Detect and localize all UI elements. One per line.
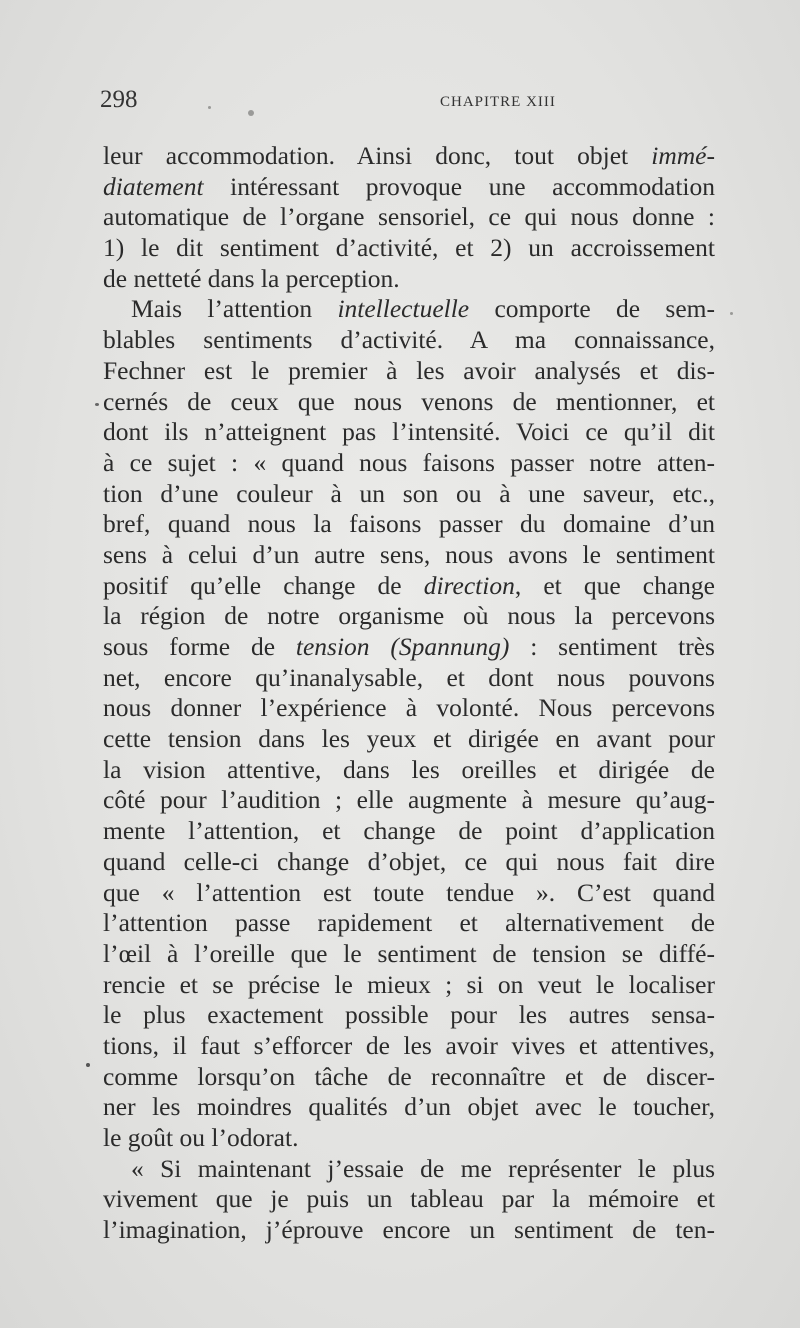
text-segment: comme lorsqu’on tâche de reconnaître et de discer- [103,1061,715,1091]
text-segment: mente l’attention, et change de point d’application [103,816,715,846]
text-segment: nous donner l’expérience à volonté. Nous percevons [103,693,715,723]
text-segment: quand celle-ci change d’objet, ce qui nous fait dire [103,846,715,876]
running-head: CHAPITRE XIII [440,94,556,110]
text-line [103,878,715,909]
text-segment: tion d’une couleur à un son ou à une saveur, etc., [103,478,715,508]
text-line [103,601,715,632]
ink-speck [208,106,211,109]
text-line [103,509,715,540]
text-segment: 1) le dit sentiment d’activité, et 2) un accroissement [103,233,715,263]
text-line [103,908,715,939]
text-segment: intéressant provoque une accommodation [203,171,715,201]
italic-text: diatement [103,171,204,201]
text-segment: « Si maintenant j’essaie de me représenter le plus [131,1153,715,1183]
text-segment: : sentiment très [509,632,715,661]
text-segment: tions, il faut s’efforcer de les avoir vives et attentives, [103,1030,715,1060]
text-segment: cernés de ceux que nous venons de mentionner, et [103,386,715,416]
text-segment: vivement que je puis un tableau par la mémoire et [103,1184,715,1214]
text-line [103,571,715,602]
text-segment: sous forme de [103,632,296,661]
text-line [103,1215,715,1246]
text-segment: que « l’attention est toute tendue ». C’est quand [103,877,715,907]
text-line [103,294,715,325]
text-line [103,1184,715,1215]
text-line [103,939,715,970]
text-line [103,1154,715,1185]
text-segment: côté pour l’audition ; elle augmente à mesure qu’aug- [103,785,715,815]
text-line [103,1123,715,1154]
text-line [103,1092,715,1123]
text-line [103,387,715,418]
text-segment: Mais l’attention [131,294,338,324]
text-segment: bref, quand nous la faisons passer du domaine d’un [103,509,715,539]
ink-speck [730,312,733,315]
text-line [103,970,715,1001]
text-segment: la vision attentive, dans les oreilles et dirigée de [103,754,715,784]
text-line [103,233,715,264]
text-line [103,448,715,479]
ink-speck [248,110,254,116]
italic-text: immé- [651,141,715,170]
text-line [103,172,715,203]
text-segment: ner les moindres qualités d’un objet avec le toucher, [103,1092,715,1122]
text-segment: le goût ou l’odorat. [103,1123,299,1152]
text-line [103,816,715,847]
text-line [103,356,715,387]
text-line [103,632,715,663]
text-segment: la région de notre organisme où nous la percevons [103,601,715,631]
text-line [103,1062,715,1093]
text-line [103,202,715,233]
text-line [103,417,715,448]
text-segment: Fechner est le premier à les avoir analysés et dis- [103,355,715,385]
text-line [103,540,715,571]
text-segment: rencie et se précise le mieux ; si on veut le localiser [103,969,715,999]
text-segment: sens à celui d’un autre sens, nous avons le sentiment [103,539,715,569]
text-line [103,724,715,755]
italic-text: intellectuelle [337,294,470,324]
text-segment: leur accommodation. Ainsi donc, tout objet [103,141,652,170]
text-line [103,479,715,510]
text-segment: de netteté dans la perception. [103,263,400,293]
text-line [103,693,715,724]
text-segment: , et que change [514,570,715,600]
text-segment: blables sentiments d’activité. A ma connaissance, [103,325,715,355]
text-line [103,141,715,172]
page-number: 298 [100,86,138,113]
text-line [103,663,715,694]
text-segment: dont ils n’atteignent pas l’intensité. Voici ce qu’il dit [103,417,715,447]
page-header [100,86,720,122]
text-segment: positif qu’elle change de [103,570,424,600]
text-segment: l’imagination, j’éprouve encore un sentiment de ten- [103,1215,715,1245]
text-segment: cette tension dans les yeux et dirigée en avant pour [103,724,715,754]
text-segment: à ce sujet : « quand nous faisons passer notre atten- [103,447,715,477]
body-text [103,141,715,1246]
text-line [103,785,715,816]
text-segment: net, encore qu’inanalysable, et dont nous pouvons [103,662,715,692]
text-segment: automatique de l’organe sensoriel, ce qui nous donne : [103,202,715,232]
italic-text: tension (Spannung) [295,632,510,661]
text-segment: l’attention passe rapidement et alternativement de [103,908,715,938]
italic-text: direction [423,570,515,600]
text-line [103,325,715,356]
text-line [103,847,715,878]
text-segment: l’œil à l’oreille que le sentiment de tension se diffé- [103,938,715,968]
ink-speck [86,1063,90,1067]
text-line [103,755,715,786]
text-line [103,1000,715,1031]
text-line [103,264,715,295]
text-segment: comporte de sem- [469,294,715,324]
text-segment: le plus exactement possible pour les autres sensa- [103,1000,715,1030]
text-line [103,1031,715,1062]
ink-speck [95,403,99,406]
